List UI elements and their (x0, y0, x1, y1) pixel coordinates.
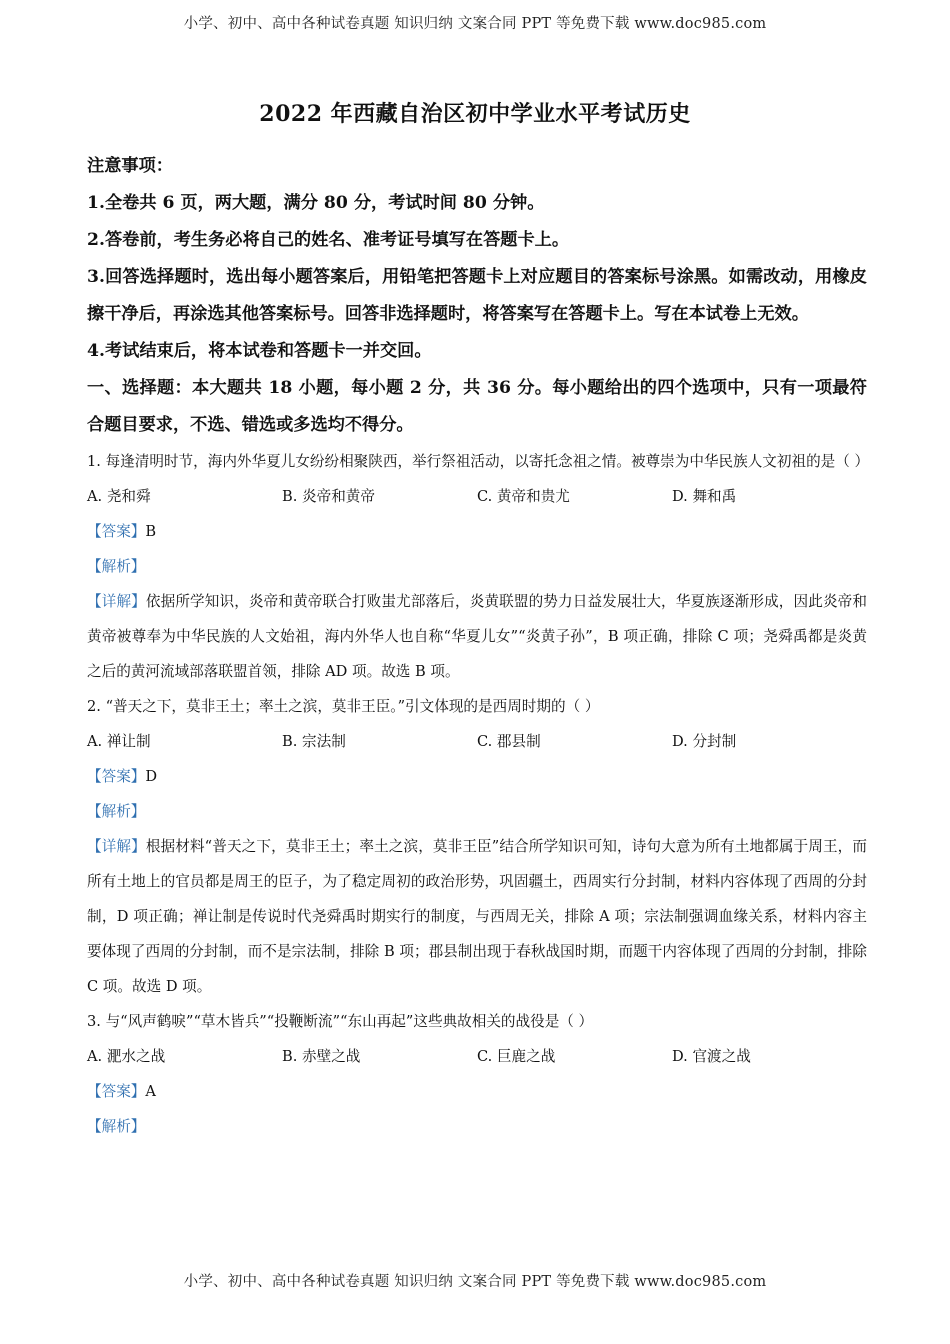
detail-paragraph (87, 829, 867, 1004)
answer-value: B (145, 523, 157, 540)
analysis-line (87, 549, 867, 584)
option-d: D. 舞和禹 (672, 488, 737, 505)
question-2 (87, 689, 867, 1004)
analysis-label: 【解析】 (87, 558, 146, 575)
answer-value: A (145, 1083, 156, 1100)
question-1 (87, 444, 870, 689)
question-options (87, 479, 867, 514)
option-d: D. 分封制 (672, 733, 737, 750)
option-a: A. 禅让制 (87, 733, 151, 750)
answer-label: 【答案】 (87, 523, 146, 540)
answer-label: 【答案】 (87, 768, 146, 785)
question-3 (87, 1004, 867, 1144)
section-1-heading: 一、选择题：本大题共 18 小题，每小题 2 分，共 36 分。每小题给出的四个选项中，只有一项最符合题目要求，不选、错选或多选均不得分。 (87, 378, 867, 435)
answer-label: 【答案】 (87, 1083, 146, 1100)
detail-text: 根据材料“普天之下，莫非王土；率土之滨，莫非王臣”结合所学知识可知，诗句大意为所有土地都属于周王，而所有土地上的官员都是周王的臣子，为了稳定周初的政治形势，巩固疆土，西周实行分封制，材料内容体现了西周的分封制，D 项正确；禅让制是传说时代尧舜禹时期实行的制度，与西周无关，排除 A 项；宗法制强调血缘关系，材料内容主要体现了西周的分封制，而不是宗法制，排除 B 项；郡县制出现于春秋战国时期，而题干内容体现了西周的分封制，排除 C 项。故选 D 项。 (87, 838, 867, 995)
note-1: 1.全卷共 6 页，两大题，满分 80 分，考试时间 80 分钟。 (87, 193, 545, 213)
exam-content (87, 148, 870, 1144)
option-a: A. 尧和舜 (87, 488, 151, 505)
detail-paragraph (87, 584, 867, 689)
answer-line (87, 514, 867, 549)
option-b: B. 赤壁之战 (282, 1048, 361, 1065)
detail-label: 【详解】 (87, 593, 146, 610)
note-3: 3.回答选择题时，选出每小题答案后，用铅笔把答题卡上对应题目的答案标号涂黑。如需改动，用橡皮擦干净后，再涂选其他答案标号。回答非选择题时，将答案写在答题卡上。写在本试卷上无效。 (87, 267, 867, 324)
detail-label: 【详解】 (87, 838, 146, 855)
detail-text: 依据所学知识，炎帝和黄帝联合打败蚩尤部落后，炎黄联盟的势力日益发展壮大，华夏族逐渐形成，因此炎帝和黄帝被尊奉为中华民族的人文始祖，海内外华人也自称“华夏儿女”“炎黄子孙”，B 项正确，排除 C 项；尧舜禹都是炎黄之后的黄河流域部落联盟首领，排除 AD 项。故选 B 项。 (87, 593, 867, 680)
note-2: 2.答卷前，考生务必将自己的姓名、准考证号填写在答题卡上。 (87, 230, 570, 250)
answer-line (87, 759, 867, 794)
option-c: C. 郡县制 (477, 733, 541, 750)
option-b: B. 炎帝和黄帝 (282, 488, 375, 505)
answer-line (87, 1074, 867, 1109)
analysis-line (87, 1109, 867, 1144)
question-stem: 2. “普天之下，莫非王土；率土之滨，莫非王臣。”引文体现的是西周时期的（ ） (87, 698, 600, 715)
page-footer: 小学、初中、高中各种试卷真题 知识归纳 文案合同 PPT 等免费下载 www.doc985.com (183, 1274, 767, 1290)
question-stem: 1. 每逢清明时节，海内外华夏儿女纷纷相聚陕西，举行祭祖活动，以寄托念祖之情。被尊崇为中华民族人文初祖的是（ ） (87, 453, 870, 470)
analysis-label: 【解析】 (87, 1118, 146, 1135)
note-4: 4.考试结束后，将本试卷和答题卡一并交回。 (87, 341, 432, 361)
option-c: C. 黄帝和贵尤 (477, 488, 570, 505)
answer-value: D (145, 768, 158, 785)
question-options (87, 1039, 867, 1074)
option-c: C. 巨鹿之战 (477, 1048, 556, 1065)
analysis-label: 【解析】 (87, 803, 146, 820)
page-title: 2022 年西藏自治区初中学业水平考试历史 (259, 101, 691, 127)
question-stem: 3. 与“风声鹤唳”“草木皆兵”“投鞭断流”“东山再起”这些典故相关的战役是（ ） (87, 1013, 594, 1030)
option-d: D. 官渡之战 (672, 1048, 751, 1065)
notes-heading: 注意事项： (87, 156, 173, 176)
analysis-line (87, 794, 867, 829)
option-b: B. 宗法制 (282, 733, 346, 750)
option-a: A. 淝水之战 (87, 1048, 166, 1065)
page-header: 小学、初中、高中各种试卷真题 知识归纳 文案合同 PPT 等免费下载 www.doc985.com (183, 16, 767, 32)
question-options (87, 724, 867, 759)
